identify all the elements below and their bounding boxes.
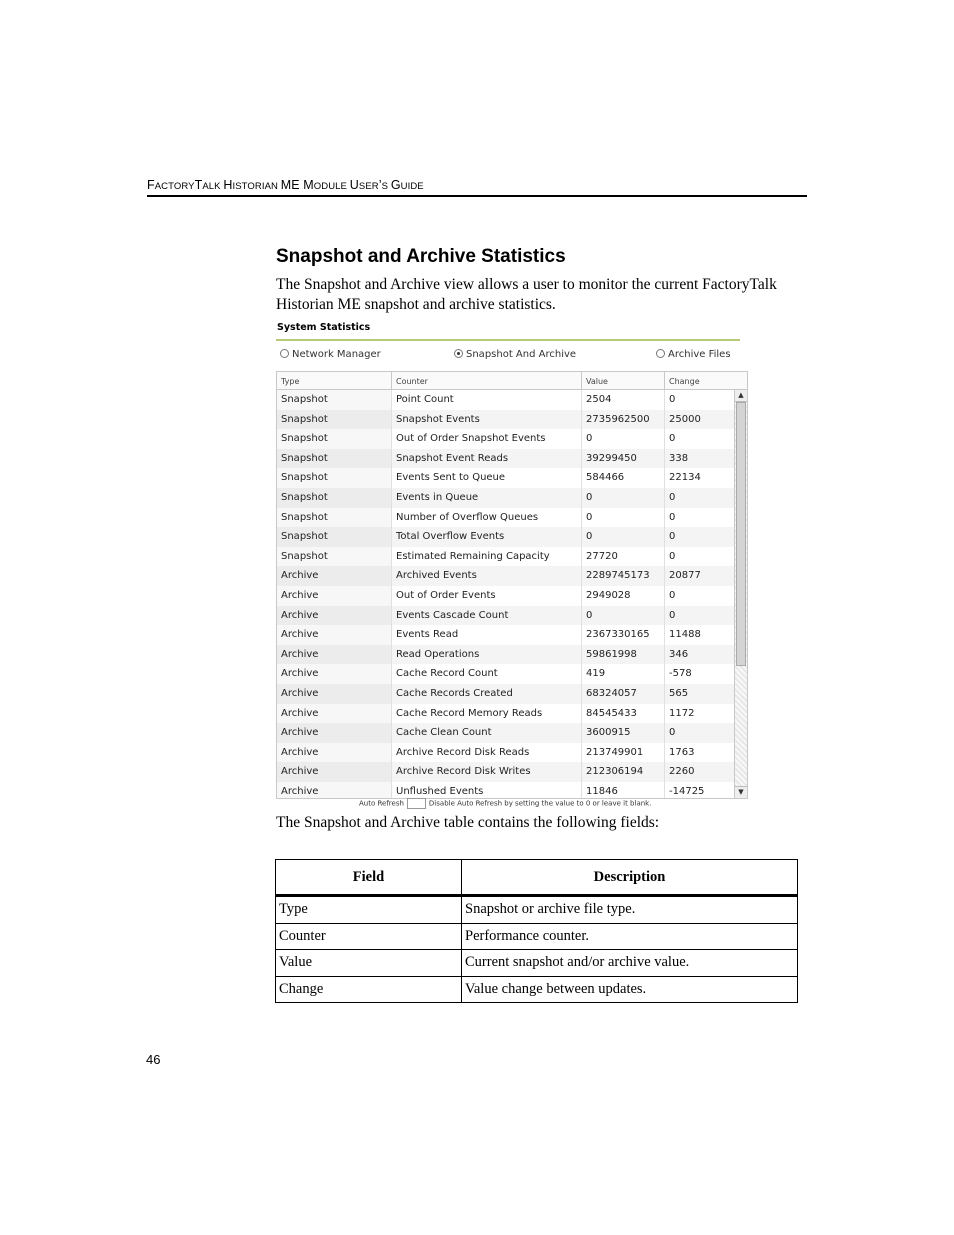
cell-change: -14725 — [664, 782, 734, 799]
cell-type: Archive — [277, 586, 391, 606]
header-letter: T — [194, 178, 203, 192]
radio-icon — [280, 349, 289, 358]
cell-type: Archive — [277, 782, 391, 799]
cell-change: 2260 — [664, 762, 734, 782]
cell-value: 2504 — [581, 390, 664, 410]
table-row[interactable] — [277, 390, 734, 410]
cell-type: Archive — [277, 723, 391, 743]
cell-counter: Snapshot Events — [391, 410, 581, 430]
header-smallcaps: SER — [358, 181, 379, 192]
header-smallcaps: ACTORY — [154, 181, 195, 192]
table-row — [276, 950, 798, 977]
cell-counter: Cache Record Count — [391, 664, 581, 684]
header-letter: ME — [280, 178, 304, 192]
cell-value: 3600915 — [581, 723, 664, 743]
cell-value: 2735962500 — [581, 410, 664, 430]
column-header-value[interactable]: Value — [582, 372, 665, 389]
cell-value: 584466 — [581, 468, 664, 488]
header-letter: ’ — [378, 178, 382, 192]
field-name-cell: Change — [276, 976, 462, 1003]
cell-value: 11846 — [581, 782, 664, 799]
grid-scrollbar[interactable] — [734, 390, 747, 798]
cell-change: 1172 — [664, 704, 734, 724]
statistics-grid — [276, 371, 748, 799]
cell-counter: Number of Overflow Queues — [391, 508, 581, 528]
fields-table — [275, 859, 798, 1003]
cell-counter: Cache Records Created — [391, 684, 581, 704]
field-description-cell: Snapshot or archive file type. — [462, 896, 798, 924]
table-row[interactable] — [277, 645, 734, 665]
cell-change: 0 — [664, 606, 734, 626]
radio-network-manager[interactable]: Network Manager — [280, 349, 381, 360]
cell-counter: Cache Record Memory Reads — [391, 704, 581, 724]
cell-change: 338 — [664, 449, 734, 469]
radio-snapshot-and-archive[interactable]: Snapshot And Archive — [454, 349, 576, 360]
table-row[interactable] — [277, 723, 734, 743]
cell-counter: Snapshot Event Reads — [391, 449, 581, 469]
header-smallcaps: ODULE — [313, 181, 350, 192]
cell-counter: Archive Record Disk Reads — [391, 743, 581, 763]
table-row[interactable] — [277, 664, 734, 684]
table-row[interactable] — [277, 586, 734, 606]
cell-counter: Estimated Remaining Capacity — [391, 547, 581, 567]
cell-type: Snapshot — [277, 527, 391, 547]
cell-value: 0 — [581, 527, 664, 547]
header-letter: G — [390, 178, 401, 192]
cell-counter: Archived Events — [391, 566, 581, 586]
table-row[interactable] — [277, 625, 734, 645]
cell-value: 27720 — [581, 547, 664, 567]
cell-type: Snapshot — [277, 449, 391, 469]
grid-body — [277, 390, 734, 799]
page-number: 46 — [146, 1052, 161, 1067]
cell-value: 39299450 — [581, 449, 664, 469]
panel-divider — [276, 339, 740, 341]
column-header-type[interactable]: Type — [277, 372, 392, 389]
header-letter: M — [303, 178, 314, 192]
cell-type: Archive — [277, 704, 391, 724]
cell-type: Snapshot — [277, 508, 391, 528]
cell-value: 0 — [581, 429, 664, 449]
table-row[interactable] — [277, 606, 734, 626]
cell-change: 346 — [664, 645, 734, 665]
cell-counter: Total Overflow Events — [391, 527, 581, 547]
section-heading: Snapshot and Archive Statistics — [276, 246, 566, 267]
auto-refresh-input[interactable] — [407, 798, 426, 809]
table-row — [276, 976, 798, 1003]
column-header-change[interactable]: Change — [669, 377, 700, 386]
system-statistics-title: System Statistics — [277, 322, 371, 333]
cell-change: 22134 — [664, 468, 734, 488]
cell-type: Archive — [277, 762, 391, 782]
cell-type: Archive — [277, 664, 391, 684]
cell-value: 59861998 — [581, 645, 664, 665]
auto-refresh: Auto Refresh Disable Auto Refresh by setting the value to 0 or leave it blank. — [359, 799, 652, 808]
cell-value: 0 — [581, 508, 664, 528]
scroll-down-icon[interactable]: ▼ — [735, 786, 747, 798]
cell-counter: Read Operations — [391, 645, 581, 665]
running-header — [147, 178, 424, 192]
table-row — [276, 923, 798, 950]
cell-value: 213749901 — [581, 743, 664, 763]
cell-counter: Archive Record Disk Writes — [391, 762, 581, 782]
cell-value: 212306194 — [581, 762, 664, 782]
cell-type: Snapshot — [277, 488, 391, 508]
cell-change: 1763 — [664, 743, 734, 763]
field-header: Field — [276, 860, 462, 896]
table-row[interactable] — [277, 566, 734, 586]
table-row[interactable] — [277, 468, 734, 488]
cell-type: Archive — [277, 645, 391, 665]
cell-value: 2949028 — [581, 586, 664, 606]
cell-value: 419 — [581, 664, 664, 684]
cell-type: Archive — [277, 743, 391, 763]
field-name-cell: Type — [276, 896, 462, 924]
table-row[interactable] — [277, 684, 734, 704]
table-row[interactable] — [277, 488, 734, 508]
scroll-up-icon[interactable]: ▲ — [735, 390, 747, 402]
cell-value: 2367330165 — [581, 625, 664, 645]
cell-type: Archive — [277, 625, 391, 645]
cell-change: 20877 — [664, 566, 734, 586]
cell-counter: Unflushed Events — [391, 782, 581, 799]
cell-change: 0 — [664, 508, 734, 528]
cell-change: 0 — [664, 488, 734, 508]
cell-value: 0 — [581, 488, 664, 508]
cell-change: 25000 — [664, 410, 734, 430]
cell-change: 0 — [664, 586, 734, 606]
field-description-cell: Value change between updates. — [462, 976, 798, 1003]
header-letter: F — [147, 178, 155, 192]
radio-icon — [656, 349, 665, 358]
column-header-counter[interactable]: Counter — [392, 372, 582, 389]
header-smallcaps: ISTORIAN — [232, 181, 281, 192]
field-name-cell: Value — [276, 950, 462, 977]
cell-type: Archive — [277, 566, 391, 586]
table-row[interactable] — [277, 762, 734, 782]
cell-value: 0 — [581, 606, 664, 626]
cell-type: Archive — [277, 684, 391, 704]
header-letter: U — [349, 178, 359, 192]
cell-type: Snapshot — [277, 468, 391, 488]
table-row[interactable] — [277, 743, 734, 763]
header-rule — [147, 195, 807, 197]
cell-counter: Events in Queue — [391, 488, 581, 508]
header-letter: H — [223, 178, 233, 192]
cell-change: 0 — [664, 547, 734, 567]
scroll-thumb[interactable] — [736, 402, 746, 666]
cell-change: -578 — [664, 664, 734, 684]
cell-type: Snapshot — [277, 547, 391, 567]
cell-counter: Out of Order Snapshot Events — [391, 429, 581, 449]
cell-change: 0 — [664, 429, 734, 449]
intro-paragraph: The Snapshot and Archive view allows a user to monitor the current FactoryTalk Historian ME snapshot and archive statistics. — [276, 276, 777, 313]
grid-header — [277, 372, 747, 390]
cell-counter: Out of Order Events — [391, 586, 581, 606]
cell-counter: Cache Clean Count — [391, 723, 581, 743]
cell-value: 84545433 — [581, 704, 664, 724]
table-row[interactable] — [277, 547, 734, 567]
cell-type: Snapshot — [277, 390, 391, 410]
header-smallcaps: S — [381, 181, 391, 192]
table-row[interactable] — [277, 449, 734, 469]
cell-change: 565 — [664, 684, 734, 704]
cell-type: Snapshot — [277, 410, 391, 430]
header-smallcaps: ALK — [202, 181, 224, 192]
table-row[interactable] — [277, 704, 734, 724]
table-row[interactable] — [277, 508, 734, 528]
cell-counter: Point Count — [391, 390, 581, 410]
field-name-cell: Counter — [276, 923, 462, 950]
header-smallcaps: UIDE — [400, 181, 424, 192]
table-row[interactable] — [277, 429, 734, 449]
table-row[interactable] — [277, 527, 734, 547]
table-row[interactable] — [277, 782, 734, 799]
cell-type: Archive — [277, 606, 391, 626]
field-description-cell: Current snapshot and/or archive value. — [462, 950, 798, 977]
radio-archive-files[interactable]: Archive Files — [656, 349, 731, 360]
cell-value: 2289745173 — [581, 566, 664, 586]
cell-counter: Events Read — [391, 625, 581, 645]
cell-change: 0 — [664, 527, 734, 547]
table-intro: The Snapshot and Archive table contains the following fields: — [276, 814, 660, 831]
radio-checked-icon — [454, 349, 463, 358]
table-row — [276, 896, 798, 924]
cell-value: 68324057 — [581, 684, 664, 704]
field-description-cell: Performance counter. — [462, 923, 798, 950]
cell-change: 11488 — [664, 625, 734, 645]
cell-counter: Events Cascade Count — [391, 606, 581, 626]
description-header: Description — [462, 860, 798, 896]
table-row[interactable] — [277, 410, 734, 430]
cell-counter: Events Sent to Queue — [391, 468, 581, 488]
cell-change: 0 — [664, 723, 734, 743]
cell-change: 0 — [664, 390, 734, 410]
cell-type: Snapshot — [277, 429, 391, 449]
